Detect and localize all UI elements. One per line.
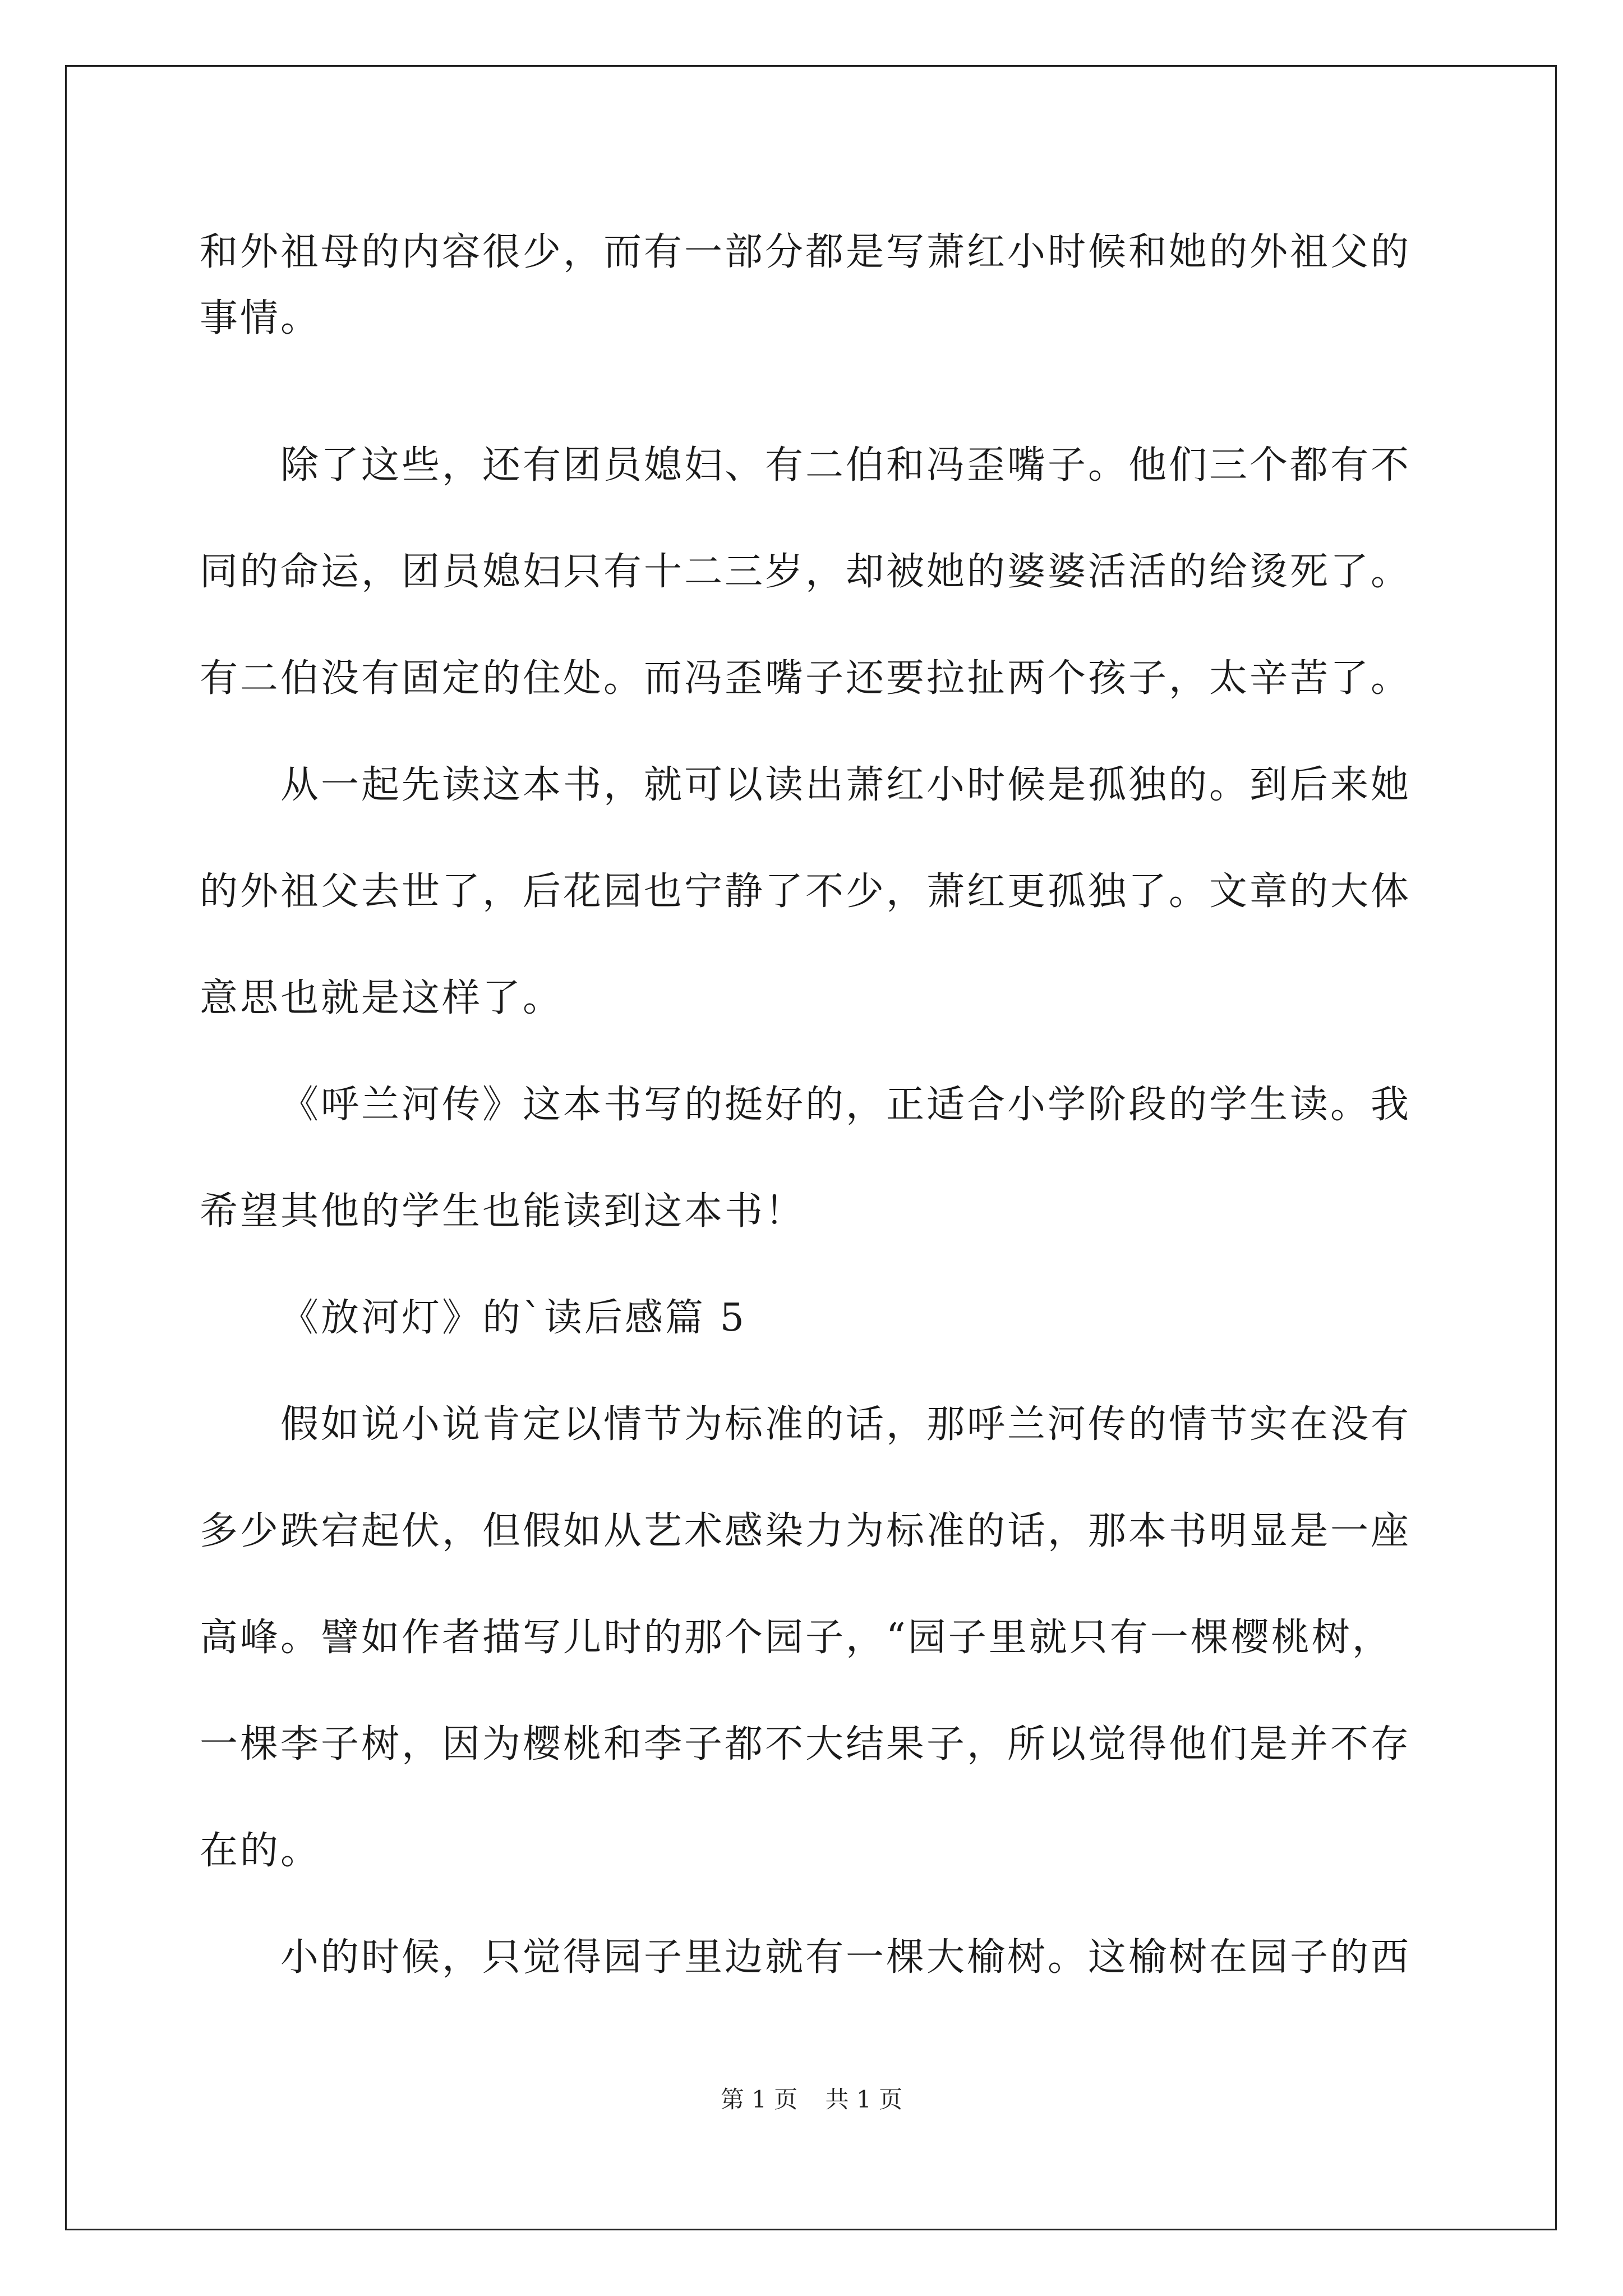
page-number: 第 1 页: [720, 2086, 798, 2113]
text-line: 《呼兰河传》这本书写的挺好的，正适合小学阶段的学生读。我: [280, 1083, 1412, 1127]
text-line: 事情。: [200, 296, 321, 341]
page-footer: [0, 2081, 1623, 2115]
text-line: 高峰。譬如作者描写儿时的那个园子，“园子里就只有一棵樱桃树，: [200, 1616, 1393, 1660]
text-line: 假如说小说肯定以情节为标准的话，那呼兰河传的情节实在没有: [280, 1402, 1412, 1447]
text-line: 的外祖父去世了，后花园也宁静了不少，萧红更孤独了。文章的大体: [200, 869, 1412, 914]
section-heading: 《放河灯》的`读后感篇 5: [280, 1296, 746, 1340]
page-border: [65, 65, 1557, 2230]
text-line: 一棵李子树，因为樱桃和李子都不大结果子，所以觉得他们是并不存: [200, 1722, 1412, 1766]
text-line: 希望其他的学生也能读到这本书！: [200, 1189, 806, 1234]
text-line: 有二伯没有固定的住处。而冯歪嘴子还要拉扯两个孩子，太辛苦了。: [200, 656, 1412, 701]
page-total: 共 1 页: [825, 2086, 903, 2113]
text-line: 在的。: [200, 1829, 321, 1873]
text-line: 和外祖母的内容很少，而有一部分都是写萧红小时候和她的外祖父的: [200, 230, 1412, 274]
text-line: 多少跌宕起伏，但假如从艺术感染力为标准的话，那本书明显是一座: [200, 1509, 1412, 1553]
text-line: 除了这些，还有团员媳妇、有二伯和冯歪嘴子。他们三个都有不: [280, 443, 1412, 487]
text-line: 意思也就是这样了。: [200, 976, 564, 1020]
text-line: 从一起先读这本书，就可以读出萧红小时候是孤独的。到后来她: [280, 763, 1412, 807]
text-line: 同的命运，团员媳妇只有十二三岁，却被她的婆婆活活的给烫死了。: [200, 550, 1412, 594]
text-line: 小的时候，只觉得园子里边就有一棵大榆树。这榆树在园子的西: [280, 1935, 1412, 1980]
